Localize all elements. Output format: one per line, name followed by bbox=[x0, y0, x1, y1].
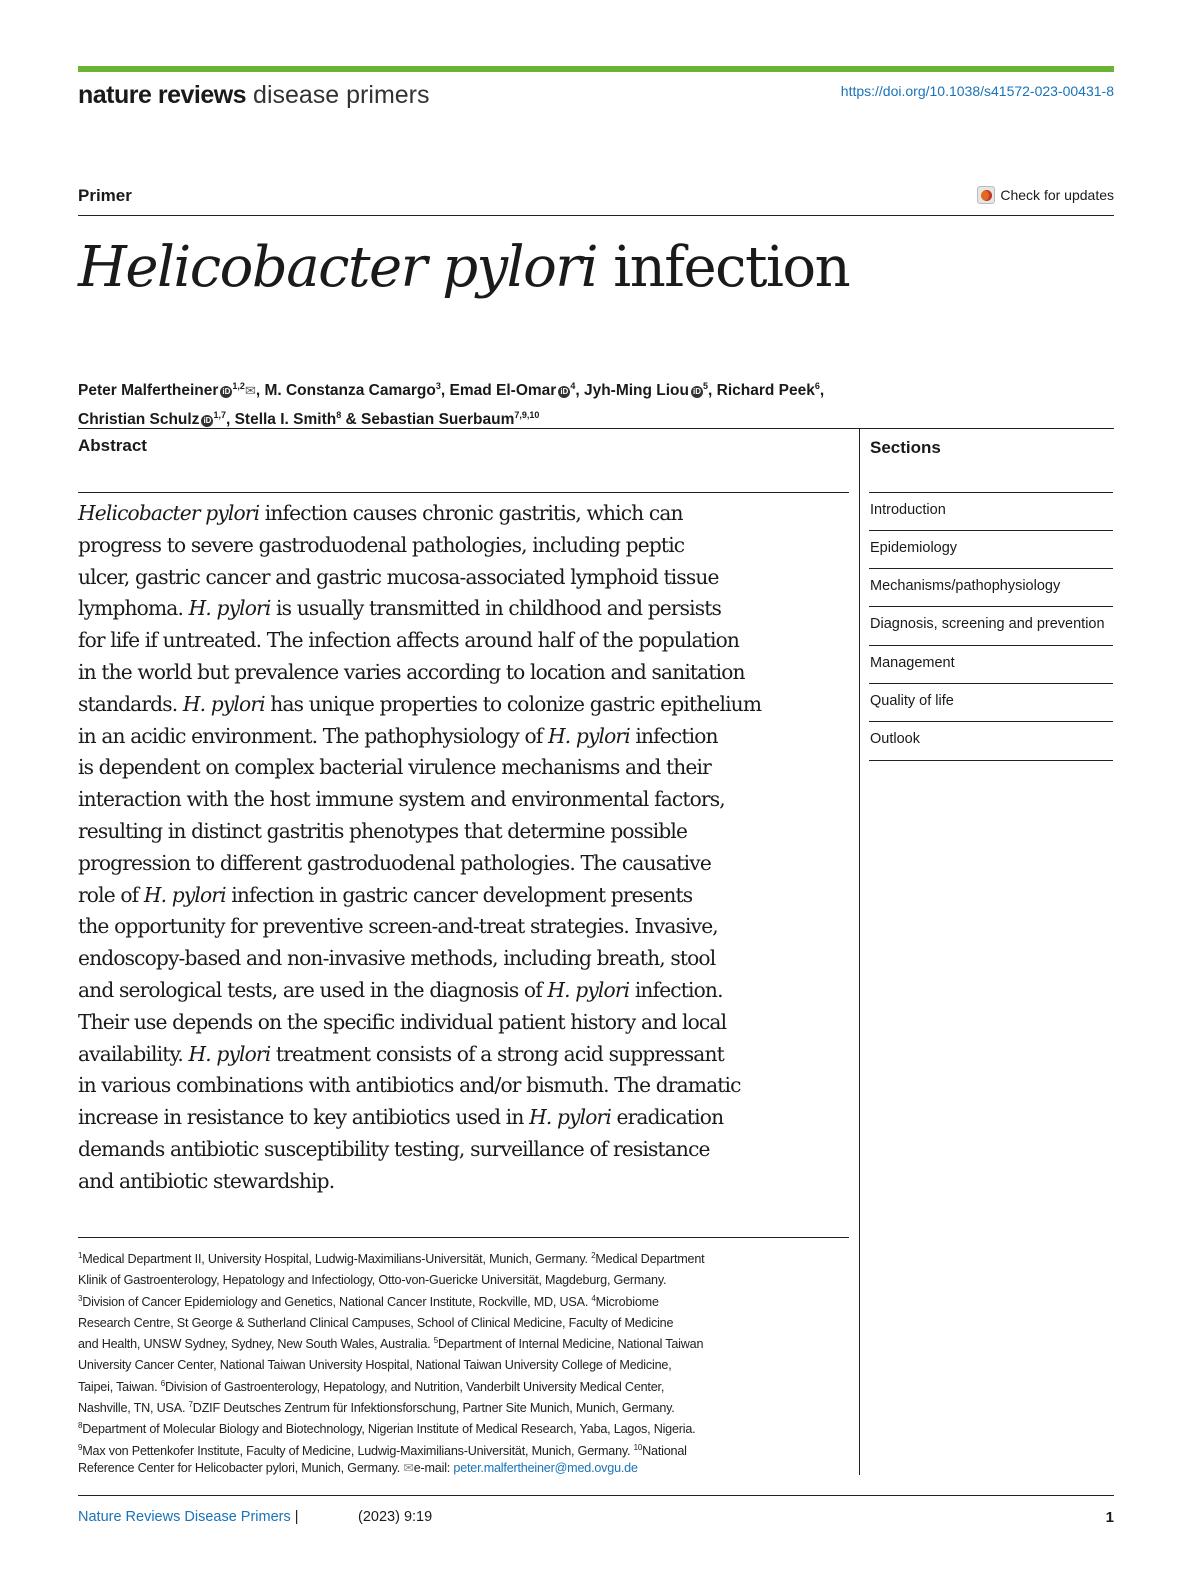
affiliation-number: 1 bbox=[78, 1251, 83, 1260]
email-label: e-mail: bbox=[413, 1460, 454, 1475]
affiliation-text: Max von Pettenkofer Institute, Faculty of Medicine, Ludwig-Maximilians-Universität, Munich, Germany. bbox=[82, 1443, 634, 1458]
affiliation-text: DZIF Deutsches Zentrum für Infektionsforschung, Partner Site Munich, Munich, Germany. bbox=[192, 1401, 675, 1416]
affiliation-line bbox=[78, 1437, 858, 1458]
affiliation-number: 4 bbox=[591, 1293, 596, 1303]
affiliation-text: University Cancer Center, National Taiwan University Hospital, National Taiwan University College of Medicine, bbox=[78, 1358, 672, 1373]
author-name[interactable]: M. Constanza Camargo bbox=[264, 382, 436, 400]
author-name[interactable]: Sebastian Suerbaum bbox=[361, 411, 515, 429]
author-affil: 5 bbox=[703, 381, 709, 391]
affiliation-text: Research Centre, St George & Sutherland Clinical Campuses, School of Clinical Medicine, Faculty of Medicine bbox=[78, 1316, 674, 1331]
abstract-line bbox=[78, 943, 858, 975]
abstract-line bbox=[78, 880, 858, 912]
title-species: Helicobacter pylori bbox=[78, 235, 597, 300]
orcid-icon[interactable]: iD bbox=[693, 387, 701, 397]
page-number: 1 bbox=[1105, 1509, 1114, 1526]
footer-separator: | bbox=[290, 1509, 299, 1525]
author-affil: 1,2 bbox=[232, 381, 245, 391]
check-updates-label: Check for updates bbox=[1000, 187, 1114, 203]
abstract-segment: lymphoma. bbox=[78, 596, 189, 621]
abstract-segment: resulting in distinct gastritis phenotypes that determine possible bbox=[78, 818, 688, 843]
affiliation-text: Department of Internal Medicine, National Taiwan bbox=[438, 1337, 704, 1352]
author-affil: 3 bbox=[435, 381, 441, 391]
section-link[interactable]: Quality of life bbox=[869, 683, 1113, 721]
check-updates-button[interactable] bbox=[977, 186, 1114, 204]
abstract-line bbox=[78, 530, 858, 562]
abstract-segment: has unique properties to colonize gastric epithelium bbox=[264, 691, 762, 716]
author-name[interactable]: Emad El-Omar bbox=[449, 382, 557, 400]
abstract-segment: is dependent on complex bacterial virulence mechanisms and their bbox=[78, 755, 711, 780]
abstract-segment: progression to different gastroduodenal pathologies. The causative bbox=[78, 850, 711, 875]
abstract-segment: for life if untreated. The infection affects around half of the population bbox=[78, 628, 740, 653]
abstract-italic: Helicobacter pylori bbox=[78, 501, 260, 525]
abstract-line bbox=[78, 721, 858, 753]
abstract-segment: ulcer, gastric cancer and gastric mucosa-associated lymphoid tissue bbox=[78, 564, 719, 589]
footer bbox=[78, 1509, 433, 1525]
affiliation-text: Medical Department II, University Hospital, Ludwig-Maximilians-Universität, Munich, Germany. bbox=[82, 1252, 592, 1267]
column-divider bbox=[859, 429, 860, 1475]
affiliations bbox=[78, 1245, 858, 1479]
footer-journal-link[interactable]: Nature Reviews Disease Primers bbox=[78, 1509, 291, 1525]
abstract-segment: in an acidic environment. The pathophysiology of bbox=[78, 723, 548, 748]
affiliation-text: Reference Center for Helicobacter pylori, Munich, Germany. bbox=[78, 1460, 404, 1475]
affiliation-text: Microbiome bbox=[595, 1294, 659, 1309]
affiliation-number: 7 bbox=[188, 1400, 193, 1410]
orcid-icon[interactable]: iD bbox=[560, 387, 569, 397]
abstract-line bbox=[78, 1070, 858, 1102]
abstract-line bbox=[78, 784, 858, 816]
abstract-line bbox=[78, 593, 858, 625]
footer-rule bbox=[78, 1495, 1114, 1496]
sections-end-rule bbox=[869, 760, 1113, 761]
abstract-italic: H. pylori bbox=[547, 977, 630, 1002]
affiliation-text: Medical Department bbox=[595, 1252, 705, 1267]
abstract-line bbox=[78, 848, 858, 880]
author-name[interactable]: Jyh-Ming Liou bbox=[583, 382, 689, 400]
abstract-segment: is usually transmitted in childhood and persists bbox=[270, 596, 722, 621]
abstract-line bbox=[78, 816, 858, 848]
section-link[interactable]: Mechanisms/pathophysiology bbox=[869, 568, 1113, 606]
sections-nav bbox=[869, 492, 1113, 761]
affiliation-line bbox=[78, 1288, 858, 1309]
page-title bbox=[78, 232, 849, 304]
abstract-segment: progress to severe gastroduodenal pathologies, including peptic bbox=[78, 532, 685, 557]
affiliation-number: 3 bbox=[78, 1293, 83, 1303]
abstract-line bbox=[78, 975, 858, 1007]
author-name[interactable]: Stella I. Smith bbox=[234, 411, 337, 429]
footer-citation: (2023) 9:19 bbox=[358, 1509, 433, 1525]
abstract-line bbox=[78, 689, 858, 721]
author-name[interactable]: Richard Peek bbox=[716, 382, 815, 400]
header-rule bbox=[78, 215, 1114, 216]
top-accent-bar bbox=[78, 66, 1114, 72]
orcid-icon[interactable]: iD bbox=[203, 416, 212, 426]
affiliation-number: 8 bbox=[78, 1421, 83, 1431]
abstract-segment: Their use depends on the specific individual patient history and local bbox=[78, 1009, 727, 1034]
doi-link[interactable]: https://doi.org/10.1038/s41572-023-00431-8 bbox=[840, 83, 1114, 99]
affiliation-line bbox=[78, 1330, 858, 1351]
abstract-line bbox=[78, 657, 858, 689]
journal-name-bold: nature reviews bbox=[78, 81, 247, 109]
email-link[interactable]: peter.malfertheiner@med.ovgu.de bbox=[453, 1460, 638, 1475]
author-affil: 8 bbox=[336, 410, 342, 421]
section-link[interactable]: Epidemiology bbox=[869, 530, 1113, 568]
abstract-italic: H. pylori bbox=[548, 723, 630, 748]
affiliation-line bbox=[78, 1415, 858, 1436]
abstract-line bbox=[78, 911, 858, 943]
abstract-segment: in the world but prevalence varies according to location and sanitation bbox=[78, 659, 745, 684]
abstract-rule bbox=[78, 492, 849, 493]
affiliation-line bbox=[78, 1458, 858, 1479]
abstract-segment: interaction with the host immune system and environmental factors, bbox=[78, 787, 725, 812]
abstract-segment: standards. bbox=[78, 691, 183, 716]
sections-heading: Sections bbox=[870, 438, 941, 457]
abstract-line bbox=[78, 1102, 858, 1134]
abstract-segment: increase in resistance to key antibiotics used in bbox=[78, 1105, 530, 1130]
abstract-segment: eradication bbox=[610, 1105, 724, 1130]
abstract-line bbox=[78, 1039, 858, 1071]
abstract-segment: role of bbox=[78, 882, 144, 907]
abstract-segment: infection causes chronic gastritis, which can bbox=[259, 501, 683, 525]
affiliation-line bbox=[78, 1394, 858, 1415]
abstract-text bbox=[78, 498, 858, 1198]
author-name[interactable]: Peter Malfertheiner bbox=[78, 382, 219, 400]
abstract-segment: in various combinations with antibiotics and/or bismuth. The dramatic bbox=[78, 1073, 741, 1098]
abstract-segment: treatment consists of a strong acid suppressant bbox=[270, 1041, 724, 1066]
affiliation-line bbox=[78, 1309, 858, 1330]
article-type: Primer bbox=[78, 186, 132, 205]
abstract-italic: H. pylori bbox=[143, 882, 226, 907]
abstract-segment: infection bbox=[629, 723, 718, 748]
affiliation-text: Division of Gastroenterology, Hepatology, and Nutrition, Vanderbilt University Medical Center, bbox=[164, 1379, 665, 1394]
abstract-line bbox=[78, 625, 858, 657]
author-affil: 1,7 bbox=[213, 410, 226, 421]
affiliation-number: 5 bbox=[433, 1336, 438, 1346]
abstract-segment: the opportunity for preventive screen-and-treat strategies. Invasive, bbox=[78, 914, 718, 939]
author-affil: 6 bbox=[814, 381, 820, 391]
affiliation-line bbox=[78, 1266, 858, 1287]
abstract-italic: H. pylori bbox=[188, 596, 271, 621]
abstract-segment: demands antibiotic susceptibility testing, surveillance of resistance bbox=[78, 1136, 710, 1161]
affiliation-number: 6 bbox=[160, 1378, 165, 1388]
abstract-segment: infection in gastric cancer development presents bbox=[225, 882, 693, 907]
section-link[interactable]: Diagnosis, screening and prevention bbox=[869, 606, 1113, 645]
orcid-icon[interactable]: iD bbox=[222, 387, 231, 397]
affiliation-line bbox=[78, 1245, 858, 1266]
affiliation-number: 2 bbox=[591, 1251, 596, 1260]
abstract-line bbox=[78, 1134, 858, 1166]
section-link[interactable]: Introduction bbox=[869, 492, 1113, 530]
abstract-segment: and antibiotic stewardship. bbox=[78, 1168, 335, 1193]
email-icon[interactable]: ✉ bbox=[244, 383, 256, 399]
affiliation-text: Klinik of Gastroenterology, Hepatology and Infectiology, Otto-von-Guericke Universität, Magdeburg, Germany. bbox=[78, 1273, 667, 1288]
section-link[interactable]: Management bbox=[869, 645, 1113, 683]
abstract-segment: infection. bbox=[629, 977, 723, 1002]
abstract-line bbox=[78, 498, 858, 530]
email-icon[interactable]: ✉ bbox=[403, 1460, 414, 1475]
affiliation-text: Division of Cancer Epidemiology and Genetics, National Cancer Institute, Rockville, MD, USA. bbox=[82, 1294, 592, 1309]
affiliation-number: 9 bbox=[78, 1442, 83, 1452]
section-link[interactable]: Outlook bbox=[869, 721, 1113, 760]
abstract-italic: H. pylori bbox=[188, 1041, 271, 1066]
abstract-segment: and serological tests, are used in the diagnosis of bbox=[78, 977, 548, 1002]
abstract-line bbox=[78, 752, 858, 784]
abstract-line bbox=[78, 562, 858, 594]
journal-name-light: disease primers bbox=[246, 81, 430, 109]
author-affil: 7,9,10 bbox=[514, 410, 540, 421]
affiliation-text: and Health, UNSW Sydney, Sydney, New South Wales, Australia. bbox=[78, 1337, 434, 1352]
affiliation-text: National bbox=[642, 1443, 687, 1458]
title-rest: infection bbox=[596, 235, 850, 300]
journal-logo bbox=[78, 80, 430, 110]
abstract-line bbox=[78, 1007, 858, 1039]
check-updates-icon bbox=[977, 186, 995, 204]
affiliation-text: Nashville, TN, USA. bbox=[78, 1401, 189, 1416]
affiliation-text: Taipei, Taiwan. bbox=[78, 1379, 161, 1394]
abstract-line bbox=[78, 1166, 858, 1198]
abstract-segment: endoscopy-based and non-invasive methods, including breath, stool bbox=[78, 946, 716, 971]
authors-rule bbox=[78, 428, 1114, 429]
affiliation-line bbox=[78, 1373, 858, 1394]
affiliation-lines bbox=[78, 1245, 858, 1458]
author-affil: 4 bbox=[570, 381, 576, 391]
affiliation-number: 10 bbox=[633, 1442, 643, 1452]
abstract-heading: Abstract bbox=[78, 436, 147, 455]
abstract-italic: H. pylori bbox=[529, 1105, 611, 1130]
abstract-segment: availability. bbox=[78, 1041, 189, 1066]
affiliation-line bbox=[78, 1351, 858, 1372]
affiliation-text: Department of Molecular Biology and Biotechnology, Nigerian Institute of Medical Research, Yaba, Lagos, Nigeria. bbox=[82, 1422, 696, 1437]
affiliations-rule bbox=[78, 1237, 849, 1238]
author-list: Peter Malfertheiner iD$^{1,2}$✉, M. Constanza Camargo$^3$, Emad El-Omar $iD^4$, Jyh-Ming Liou $iD^5$, Richard Peek$^6$, Christian Schulz iD$^{1,7}$, Stella I. Smith$^8$ & Sebastian Suerbaum$^{7,9,10}$ bbox=[78, 381, 825, 429]
author-name[interactable]: Christian Schulz bbox=[78, 411, 200, 429]
abstract-italic: H. pylori bbox=[182, 691, 265, 716]
